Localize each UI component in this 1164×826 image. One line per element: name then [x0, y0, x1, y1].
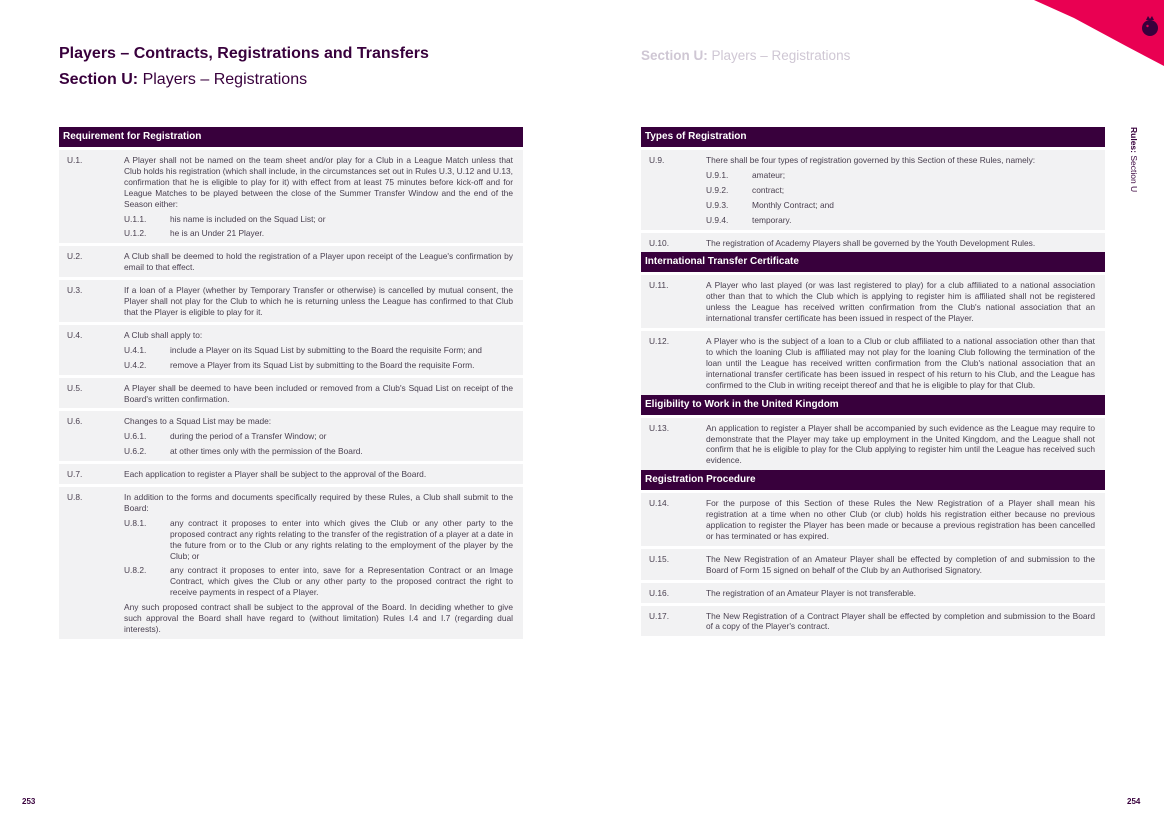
sub-rule — [706, 215, 1095, 226]
rule-body — [124, 416, 513, 457]
sub-rule-text: his name is included on the Squad List; or — [170, 213, 326, 224]
ghost-bold: Section U: — [641, 48, 708, 63]
sub-rule-text: during the period of a Transfer Window; or — [170, 431, 327, 442]
section-heading: Registration Procedure — [641, 470, 1105, 490]
rule-body — [706, 238, 1095, 249]
rule-text: A Player who last played (or was last registered to play) for a club affiliated to a national association other than that to which the Club which is applying to register him is affiliated shall not be registered unless the League has received written confirmation from the Club's national association that an international transfer certificate has been issued in respect of the Player. — [706, 280, 1095, 324]
right-page — [582, 0, 1164, 826]
sub-rule-text: remove a Player from its Squad List by submitting to the Board the requisite Form. — [170, 359, 475, 370]
sub-rule-text: any contract it proposes to enter into which gives the Club or any other party to the proposed contract any rights relating to the transfer of the registration of a player at a date in the future from or to the Club or any rights relating to the employment of the player by the Club; or — [170, 517, 513, 561]
page-number-left: 253 — [22, 797, 36, 806]
rule-row — [641, 493, 1105, 546]
rule-body — [706, 155, 1095, 226]
sub-rule-number: U.4.1. — [124, 344, 147, 355]
sub-rule-text: at other times only with the permission of the Board. — [170, 446, 363, 457]
corner-banner — [1014, 0, 1164, 70]
section-heading: International Transfer Certificate — [641, 252, 1105, 272]
rule-number: U.15. — [649, 553, 670, 564]
sub-rule — [706, 170, 1095, 181]
rule-number: U.5. — [67, 382, 83, 393]
sub-rule — [124, 214, 513, 225]
section-running-header — [641, 48, 850, 63]
sub-rule — [706, 200, 1095, 211]
rule-body — [706, 336, 1095, 391]
rule-text: There shall be four types of registration governed by this Section of these Rules, namely: — [706, 155, 1036, 165]
rule-number: U.14. — [649, 498, 670, 509]
sub-rule-text: Monthly Contract; and — [752, 199, 834, 210]
rule-body — [706, 588, 1095, 599]
rule-body — [124, 492, 513, 635]
section-heading: Requirement for Registration — [59, 127, 523, 147]
rule-text: An application to register a Player shall be accompanied by such evidence as the League may require to demonstrate that the Player may take up employment in the United Kingdom, and the League shall not confirm that he is eligible to play for the Club applying to register him until the League has received such evidence. — [706, 422, 1095, 466]
sub-rule — [124, 446, 513, 457]
sub-rule-number: U.6.2. — [124, 446, 147, 457]
rule-body — [124, 285, 513, 318]
rule-row — [641, 150, 1105, 230]
sub-rule — [124, 228, 513, 239]
side-rest: Section U — [1129, 152, 1139, 193]
rule-text: Each application to register a Player shall be subject to the approval of the Board. — [124, 469, 427, 480]
page-number-right: 254 — [1127, 797, 1141, 806]
rule-row — [59, 280, 523, 322]
sub-rule-text: amateur; — [752, 169, 786, 180]
rule-row — [641, 549, 1105, 580]
rule-body — [124, 251, 513, 273]
rule-text: If a loan of a Player (whether by Temporary Transfer or otherwise) is cancelled by mutual consent, the Player shall not play for the Club to which he is returning unless the League has confirmed to that Club that the Player is eligible to play for it. — [124, 285, 513, 317]
sub-rule — [124, 565, 513, 598]
side-section-label — [1129, 127, 1139, 192]
rule-number: U.17. — [649, 610, 670, 621]
rule-number: U.8. — [67, 492, 83, 503]
rule-body — [706, 423, 1095, 467]
rule-row — [59, 325, 523, 375]
rule-body — [124, 469, 513, 480]
subtitle-rest: Players – Registrations — [138, 71, 308, 88]
rule-row — [641, 606, 1105, 637]
sub-rule-number: U.1.1. — [124, 213, 147, 224]
sub-rule — [124, 360, 513, 371]
sub-rule-number: U.4.2. — [124, 359, 147, 370]
sub-rule-number: U.6.1. — [124, 431, 147, 442]
rule-text: Changes to a Squad List may be made: — [124, 416, 272, 427]
rule-row — [59, 246, 523, 277]
rule-row — [641, 233, 1105, 253]
sub-rule-number: U.1.2. — [124, 228, 147, 239]
subtitle-bold: Section U: — [59, 71, 139, 88]
rule-row — [641, 583, 1105, 603]
rule-body — [706, 280, 1095, 324]
rule-text: The registration of Academy Players shall be governed by the Youth Development Rules. — [706, 237, 1036, 248]
rule-row — [641, 275, 1105, 328]
rule-text: A Club shall be deemed to hold the registration of a Player upon receipt of the League's confirmation by email to that effect. — [124, 251, 513, 273]
rule-row — [59, 150, 523, 243]
rule-number: U.13. — [649, 422, 670, 433]
ghost-rest: Players – Registrations — [707, 48, 851, 63]
rule-number: U.1. — [67, 155, 83, 165]
sub-rule-text: temporary. — [752, 214, 792, 225]
sub-rule-text: contract; — [752, 184, 785, 195]
rule-row — [641, 418, 1105, 471]
rule-number: U.6. — [67, 416, 83, 427]
rule-number: U.4. — [67, 329, 83, 340]
rule-number: U.2. — [67, 251, 83, 262]
page-title: Players – Contracts, Registrations and Transfers — [59, 45, 429, 62]
rule-text: In addition to the forms and documents specifically required by these Rules, a Club shall submit to the Board: — [124, 492, 513, 513]
rule-row — [59, 411, 523, 461]
rule-text: A Player who is the subject of a loan to a Club or club affiliated to a national association other than that to which the loaning Club is affiliated may not play for the loaning Club following the termination of the loan until the League has received written confirmation from the Club's national association that an international transfer certificate has been issued in respect of his return to his Club, and the League has confirmed to the Club in writing receipt thereof and that he is eligible to play for that Club. — [706, 336, 1095, 390]
rule-body — [124, 383, 513, 405]
rule-note: Any such proposed contract shall be subject to the approval of the Board. In deciding whether to give such approval the Board shall have regard to (without limitation) Rules I.4 and I.7 (regarding dual interests). — [124, 602, 513, 634]
rule-text: The New Registration of an Amateur Player shall be effected by completion of and submission to the Board of Form 15 signed on behalf of the Club by an Authorised Signatory. — [706, 553, 1095, 575]
sub-rule-number: U.9.2. — [706, 184, 729, 195]
rule-row — [59, 464, 523, 484]
sub-rule — [124, 518, 513, 562]
sub-rule — [124, 431, 513, 442]
left-rules-column — [59, 127, 523, 639]
rule-number: U.12. — [649, 336, 670, 347]
side-bold: Rules: — [1129, 127, 1139, 153]
sub-rule-text: he is an Under 21 Player. — [170, 228, 265, 239]
rule-text: The New Registration of a Contract Player shall be effected by completion and submission to the Board of a copy of the Player's contract. — [706, 610, 1095, 632]
sub-rule-number: U.9.4. — [706, 214, 729, 225]
rule-text: A Player shall not be named on the team sheet and/or play for a Club in a League Match unless that Club holds his registration (which shall include, in the circumstances set out in Rules U.3, U.12 and U.13, confirmation that he is eligible to play for it) with effect from at least 75 minutes before kick-off and for League Matches to be played between the close of the Summer Transfer Window and the end of the Season either: — [124, 155, 513, 209]
rule-text: For the purpose of this Section of these Rules the New Registration of a Player shall mean his registration at a time when no other Club (or club) holds his registration either because no previous application to register the Player has been made or because a previous registration has been cancelled or has terminated or has expired. — [706, 498, 1095, 541]
rule-body — [124, 155, 513, 239]
sub-rule — [706, 185, 1095, 196]
rule-body — [706, 611, 1095, 633]
rule-body — [706, 498, 1095, 542]
rule-number: U.3. — [67, 285, 83, 296]
sub-rule-number: U.9.1. — [706, 169, 729, 180]
sub-rule-number: U.8.2. — [124, 565, 147, 576]
rule-row — [59, 487, 523, 639]
sub-rule-text: include a Player on its Squad List by submitting to the Board the requisite Form; and — [170, 344, 482, 355]
section-heading: Eligibility to Work in the United Kingdom — [641, 395, 1105, 415]
section-subtitle — [59, 71, 307, 89]
rule-number: U.11. — [649, 280, 669, 291]
rule-text: A Player shall be deemed to have been included or removed from a Club's Squad List on receipt of the Board's written confirmation. — [124, 382, 513, 404]
rule-row — [641, 331, 1105, 395]
sub-rule-text: any contract it proposes to enter into, save for a Representation Contract or an Image Contract, which gives the Club or any other party to the proposed contract the right to receive payments in respect of a Player. — [170, 565, 513, 598]
rule-number: U.16. — [649, 587, 670, 598]
sub-rule-number: U.9.3. — [706, 199, 729, 210]
rule-text: A Club shall apply to: — [124, 329, 203, 340]
right-rules-column — [641, 127, 1105, 636]
rule-text: The registration of an Amateur Player is not transferable. — [706, 587, 916, 598]
rule-number: U.7. — [67, 469, 83, 480]
rule-body — [706, 554, 1095, 576]
rule-number: U.9. — [649, 155, 665, 165]
rule-body — [124, 330, 513, 371]
rule-number: U.10. — [649, 237, 670, 248]
rule-row — [59, 378, 523, 409]
section-heading: Types of Registration — [641, 127, 1105, 147]
sub-rule-number: U.8.1. — [124, 517, 147, 528]
sub-rule — [124, 345, 513, 356]
